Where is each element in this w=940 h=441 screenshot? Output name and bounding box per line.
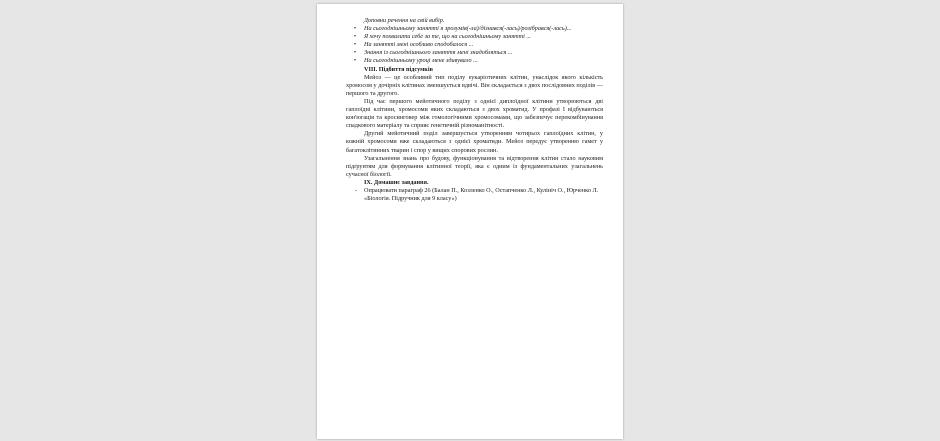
reflection-bullet: • На сьогоднішньому занятті я зрозумів(-ла)/дізнався(-лась)/розібрався(-лась)... [346,25,603,33]
summary-paragraph: Другий мейотичний поділ завершується утворенням чотирьох гаплоїдних клітин, у кожній хромосоми вже складаються з однієї хроматиди. Мейоз передує утворенню гамет у багатоклітинних тварин і спор у вищих спорових рослин. [346,130,603,154]
document-page [317,4,623,439]
page-content [346,17,603,203]
section-heading-homework: IX. Домашнє завдання. [364,178,429,186]
bullet-icon: • [353,33,357,41]
bullet-icon: • [353,25,357,33]
section-heading-summary: VIII. Підбиття підсумків [364,65,433,73]
summary-paragraph: Під час першого мейотичного поділу з однієї диплоїдної клітини утворюються дві гаплоїдні клітини, хромосоми яких складаються з двох хроматид. У профазі I відбуваються кон'югація та кросинговер між гомологічними хромосомами, що забезпечує перекомбінування спадкового матеріалу та сприяє генетичній різноманітності. [346,97,603,130]
bullet-icon: • [353,49,357,57]
bullet-icon: • [353,57,357,65]
reflection-prompt: Доповни речення на свій вибір. [364,17,445,24]
dash-icon: - [355,186,358,194]
summary-paragraph: Узагальнення знань про будову, функціонування та відтворення клітин стало науковим підґрунтям для формування клітинної теорії, яка є одним із фундаментальних узагальнень сучасної біології. [346,154,603,178]
homework-item: - Опрацювати параграф 26 (Балан П., Козленко О., Остапченко Л., Кулініч О., Юрченко Л. «Біологія. Підручник для 9 класу») [355,186,599,203]
summary-paragraph: Мейоз — це особливий тип поділу еукаріотичних клітин, унаслідок якого кількість хромосом у дочірніх клітинах зменшується вдвічі. Він складається з двох послідовних поділів — першого та другого. [346,73,603,97]
reflection-bullet: • Знання із сьогоднішнього заняття мені знадобляться ... [346,49,603,57]
reflection-bullet: • На сьогоднішньому уроці мене здивувало ... [346,57,603,65]
bullet-icon: • [353,41,357,49]
reflection-bullet: • На занятті мені особливо сподобалося ... [346,41,603,49]
reflection-bullet: • Я хочу похвалити себе за те, що на сьогоднішньому занятті ... [346,33,603,41]
